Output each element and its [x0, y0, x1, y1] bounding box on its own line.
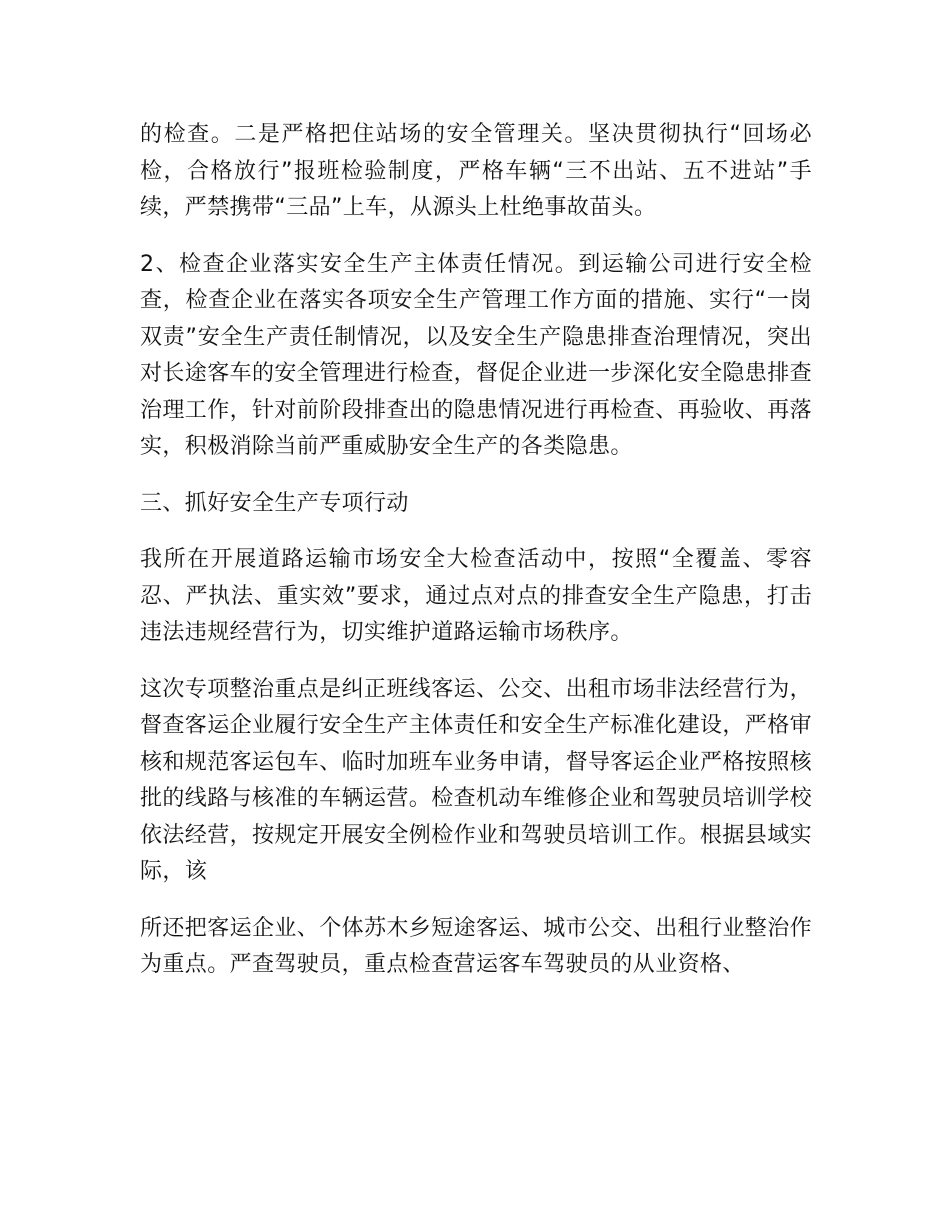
paragraph-driver-checks: 所还把客运企业、个体苏木乡短途客运、城市公交、出租行业整治作为重点。严查驾驶员，重点检查营运客车驾驶员的从业资格、: [140, 915, 813, 977]
paragraph-market-inspection: 我所在开展道路运输市场安全大检查活动中，按照“全覆盖、零容忍、严执法、重实效”要求，通过点对点的排查安全生产隐患，打击违法违规经营行为，切实维护道路运输市场秩序。: [140, 547, 812, 645]
section-heading-special-action: 三、抓好安全生产专项行动: [140, 490, 409, 516]
paragraph-station-safety: 的检查。二是严格把住站场的安全管理关。坚决贯彻执行“回场必检，合格放行”报班检验制度，严格车辆“三不出站、五不进站”手续，严禁携带“三品”上车，从源头上杜绝事故苗头。: [140, 122, 812, 220]
document-body: [140, 117, 812, 1004]
paragraph-enterprise-responsibility: 2、检查企业落实安全生产主体责任情况。到运输公司进行安全检查，检查企业在落实各项安全生产管理工作方面的措施、实行“一岗双责”安全生产责任制情况，以及安全生产隐患排查治理情况，突出对长途客车的安全管理进行检查，督促企业进一步深化安全隐患排查治理工作，针对前阶段排查出的隐患情况进行再检查、再验收、再落实，积极消除当前严重威胁安全生产的各类隐患。: [140, 251, 813, 459]
paragraph-rectification-focus: 这次专项整治重点是纠正班线客运、公交、出租市场非法经营行为，督查客运企业履行安全生产主体责任和安全生产标准化建设，严格审核和规范客运包车、临时加班车业务申请，督导客运企业严格按照核批的线路与核准的车辆运营。检查机动车维修企业和驾驶员培训学校依法经营，按规定开展安全例检作业和驾驶员培训工作。根据县域实际，该: [140, 676, 813, 884]
